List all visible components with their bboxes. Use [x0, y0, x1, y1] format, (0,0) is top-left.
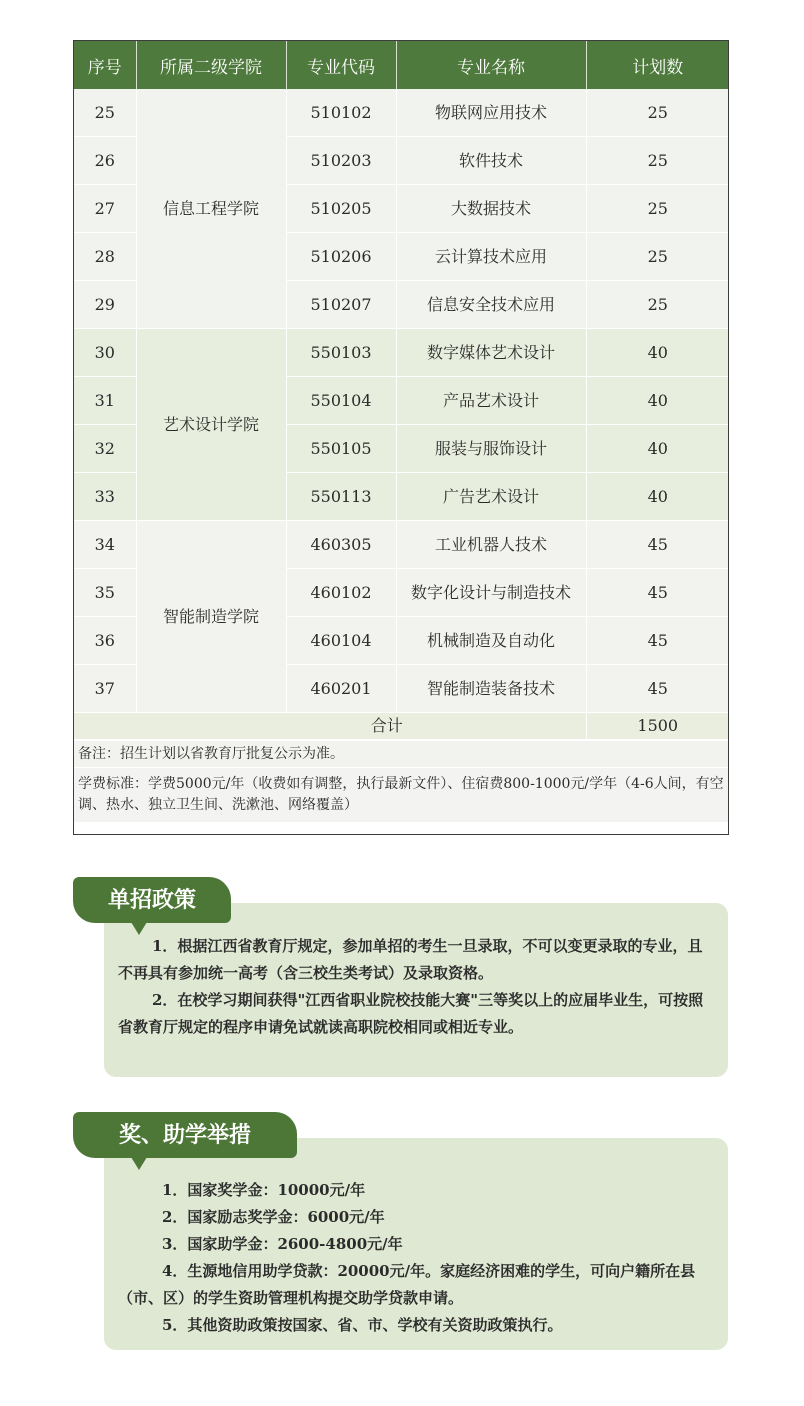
- row-plan: 45: [586, 521, 729, 569]
- table-header-row: [74, 41, 729, 89]
- aid-item-2: 2．国家励志奖学金：6000元/年: [162, 1208, 385, 1226]
- tag-pointer: [131, 1157, 147, 1170]
- row-plan: 45: [586, 617, 729, 665]
- row-major: 数字化设计与制造技术: [396, 569, 586, 617]
- aid-item-1: 1．国家奖学金：10000元/年: [162, 1181, 366, 1199]
- aid-title: 奖、助学举措: [118, 1122, 251, 1148]
- aid-panel: [104, 1138, 728, 1350]
- row-no: 35: [74, 569, 136, 617]
- row-code: 460104: [286, 617, 396, 665]
- remark-note: 备注：招生计划以省教育厅批复公示为准。: [74, 740, 728, 767]
- policy-paragraph-1: 1．根据江西省教育厅规定，参加单招的考生一旦录取，不可以变更录取的专业，且不再具有参加统一高考（含三校生类考试）及录取资格。: [118, 937, 703, 982]
- row-plan: 40: [586, 425, 729, 473]
- college-cell: 智能制造学院: [136, 521, 286, 713]
- row-no: 32: [74, 425, 136, 473]
- row-no: 27: [74, 185, 136, 233]
- row-code: 510207: [286, 281, 396, 329]
- aid-item-5: 5．其他资助政策按国家、省、市、学校有关资助政策执行。: [162, 1316, 563, 1334]
- policy-title: 单招政策: [107, 887, 196, 913]
- row-major: 云计算技术应用: [396, 233, 586, 281]
- enrollment-plan-table: [73, 40, 729, 835]
- aid-item-3: 3．国家助学金：2600-4800元/年: [162, 1235, 403, 1253]
- row-code: 510205: [286, 185, 396, 233]
- row-major: 大数据技术: [396, 185, 586, 233]
- row-no: 28: [74, 233, 136, 281]
- policy-title-tag: [73, 877, 231, 923]
- row-plan: 45: [586, 665, 729, 713]
- aid-item-4: 4．生源地信用助学贷款：20000元/年。家庭经济困难的学生，可向户籍所在县（市、区）的学生资助管理机构提交助学贷款申请。: [118, 1262, 696, 1307]
- row-major: 服装与服饰设计: [396, 425, 586, 473]
- row-plan: 25: [586, 137, 729, 185]
- row-plan: 25: [586, 233, 729, 281]
- row-major: 产品艺术设计: [396, 377, 586, 425]
- row-plan: 40: [586, 329, 729, 377]
- row-code: 550113: [286, 473, 396, 521]
- row-code: 460102: [286, 569, 396, 617]
- row-plan: 25: [586, 281, 729, 329]
- row-code: 460305: [286, 521, 396, 569]
- row-no: 26: [74, 137, 136, 185]
- policy-panel: [104, 903, 728, 1077]
- row-plan: 25: [586, 185, 729, 233]
- header-plan: 计划数: [586, 41, 729, 89]
- row-major: 工业机器人技术: [396, 521, 586, 569]
- table-row: [74, 329, 729, 377]
- row-code: 510102: [286, 89, 396, 137]
- row-major: 机械制造及自动化: [396, 617, 586, 665]
- row-no: 34: [74, 521, 136, 569]
- row-plan: 40: [586, 377, 729, 425]
- header-no: 序号: [74, 41, 136, 89]
- row-no: 36: [74, 617, 136, 665]
- row-code: 460201: [286, 665, 396, 713]
- row-plan: 25: [586, 89, 729, 137]
- row-major: 广告艺术设计: [396, 473, 586, 521]
- row-major: 物联网应用技术: [396, 89, 586, 137]
- row-no: 30: [74, 329, 136, 377]
- row-code: 550104: [286, 377, 396, 425]
- row-no: 29: [74, 281, 136, 329]
- row-code: 510206: [286, 233, 396, 281]
- row-no: 31: [74, 377, 136, 425]
- row-no: 33: [74, 473, 136, 521]
- aid-title-tag: [73, 1112, 297, 1158]
- header-code: 专业代码: [286, 41, 396, 89]
- row-no: 37: [74, 665, 136, 713]
- row-code: 550103: [286, 329, 396, 377]
- tag-pointer: [131, 922, 147, 935]
- row-major: 智能制造装备技术: [396, 665, 586, 713]
- row-major: 信息安全技术应用: [396, 281, 586, 329]
- row-plan: 45: [586, 569, 729, 617]
- row-plan: 40: [586, 473, 729, 521]
- total-label: 合计: [74, 713, 586, 740]
- row-code: 510203: [286, 137, 396, 185]
- fee-standard-note: 学费标准：学费5000元/年（收费如有调整，执行最新文件）、住宿费800-1000元/学年（4-6人间，有空调、热水、独立卫生间、洗漱池、网络覆盖）: [74, 767, 728, 822]
- plan-table: [74, 41, 729, 740]
- table-row: [74, 89, 729, 137]
- row-major: 软件技术: [396, 137, 586, 185]
- row-no: 25: [74, 89, 136, 137]
- college-cell: 信息工程学院: [136, 89, 286, 329]
- policy-paragraph-2: 2．在校学习期间获得"江西省职业院校技能大赛"三等奖以上的应届毕业生，可按照省教育厅规定的程序申请免试就读高职院校相同或相近专业。: [118, 991, 704, 1036]
- table-row: [74, 521, 729, 569]
- row-code: 550105: [286, 425, 396, 473]
- header-major: 专业名称: [396, 41, 586, 89]
- header-college: 所属二级学院: [136, 41, 286, 89]
- total-value: 1500: [586, 713, 729, 740]
- total-row: [74, 713, 729, 740]
- row-major: 数字媒体艺术设计: [396, 329, 586, 377]
- college-cell: 艺术设计学院: [136, 329, 286, 521]
